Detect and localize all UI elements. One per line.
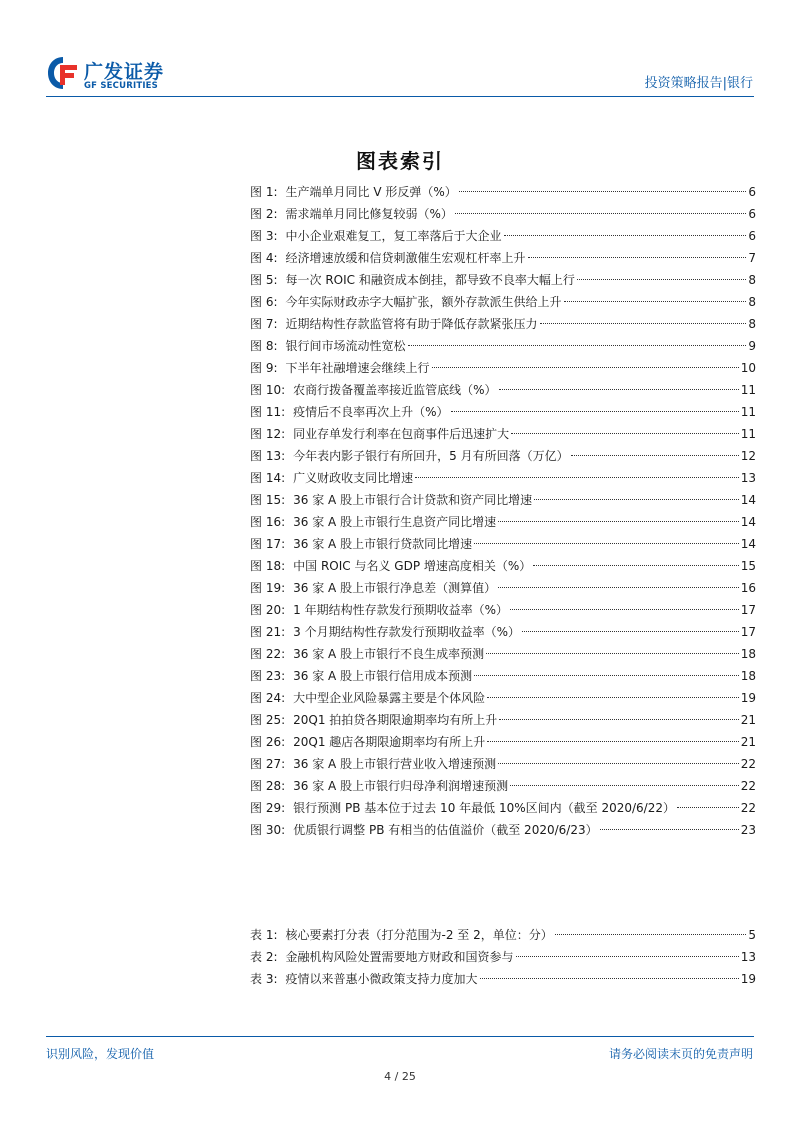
toc-leader-dots	[487, 697, 739, 698]
toc-leader-dots	[677, 807, 739, 808]
toc-entry-label: 图 30:	[250, 823, 286, 837]
toc-leader-dots	[510, 609, 739, 610]
toc-entry-label: 图 24:	[250, 691, 286, 705]
toc-entry-label: 图 2:	[250, 207, 278, 221]
toc-entry-title: 今年实际财政赤字大幅扩张，额外存款派生供给上升	[285, 295, 562, 309]
toc-entry-page: 11	[740, 427, 756, 441]
toc-leader-dots	[504, 235, 747, 236]
toc-entry-page: 8	[748, 295, 756, 309]
toc-entry-title: 36 家 A 股上市银行生息资产同比增速	[293, 515, 497, 529]
toc-entry-label: 图 22:	[250, 647, 286, 661]
toc-entry[interactable]	[250, 797, 756, 819]
toc-entry-title: 核心要素打分表（打分范围为-2 至 2，单位：分）	[285, 928, 553, 942]
toc-leader-dots	[533, 565, 738, 566]
toc-entry[interactable]	[250, 445, 756, 467]
toc-entry-label: 图 20:	[250, 603, 286, 617]
toc-entry-page: 17	[740, 603, 756, 617]
toc-entry-title: 疫情以来普惠小微政策支持力度加大	[285, 972, 478, 986]
page-number: 4 / 25	[384, 1070, 416, 1083]
toc-entry-label: 图 1:	[250, 185, 278, 199]
toc-entry[interactable]	[250, 819, 756, 841]
toc-entry-label: 表 1:	[250, 928, 278, 942]
toc-entry-page: 6	[748, 207, 756, 221]
toc-leader-dots	[540, 323, 747, 324]
toc-entry-title: 36 家 A 股上市银行营业收入增速预测	[293, 757, 497, 771]
toc-leader-dots	[415, 477, 739, 478]
toc-entry[interactable]	[250, 181, 756, 203]
toc-entry-title: 中小企业艰难复工，复工率落后于大企业	[285, 229, 502, 243]
toc-entry-title: 下半年社融增速会继续上行	[285, 361, 430, 375]
toc-entry-page: 13	[740, 471, 756, 485]
toc-entry-title: 需求端单月同比修复较弱（%）	[285, 207, 453, 221]
toc-leader-dots	[577, 279, 747, 280]
toc-entry-label: 图 23:	[250, 669, 286, 683]
report-category: 投资策略报告|银行	[644, 76, 753, 91]
toc-entry-title: 36 家 A 股上市银行归母净利润增速预测	[293, 779, 509, 793]
toc-entry-title: 36 家 A 股上市银行信用成本预测	[293, 669, 473, 683]
toc-entry-page: 9	[748, 339, 756, 353]
toc-entry-page: 15	[740, 559, 756, 573]
toc-leader-dots	[564, 301, 747, 302]
toc-leader-dots	[498, 587, 739, 588]
toc-leader-dots	[432, 367, 739, 368]
table-index-list	[250, 924, 756, 990]
toc-entry-page: 6	[748, 229, 756, 243]
toc-entry-page: 16	[740, 581, 756, 595]
toc-leader-dots	[486, 653, 739, 654]
toc-entry[interactable]	[250, 291, 756, 313]
toc-entry-label: 表 2:	[250, 950, 278, 964]
toc-entry-title: 20Q1 趣店各期限逾期率均有所上升	[293, 735, 486, 749]
toc-leader-dots	[522, 631, 739, 632]
toc-entry-title: 经济增速放缓和信贷刺激催生宏观杠杆率上升	[285, 251, 526, 265]
toc-entry[interactable]	[250, 753, 756, 775]
toc-entry-label: 图 8:	[250, 339, 278, 353]
toc-entry[interactable]	[250, 423, 756, 445]
toc-entry-title: 36 家 A 股上市银行合计贷款和资产同比增速	[293, 493, 533, 507]
toc-entry[interactable]	[250, 533, 756, 555]
toc-entry-page: 14	[740, 515, 756, 529]
toc-entry[interactable]	[250, 924, 756, 946]
toc-entry-title: 36 家 A 股上市银行净息差（测算值）	[293, 581, 497, 595]
figure-index-list	[250, 181, 756, 841]
toc-entry-title: 农商行拨备覆盖率接近监管底线（%）	[293, 383, 497, 397]
toc-leader-dots	[571, 455, 739, 456]
toc-entry[interactable]	[250, 357, 756, 379]
toc-entry-page: 22	[740, 779, 756, 793]
toc-entry-label: 图 15:	[250, 493, 286, 507]
toc-leader-dots	[528, 257, 747, 258]
company-logo	[46, 55, 171, 95]
toc-entry-page: 18	[740, 647, 756, 661]
toc-entry-page: 21	[740, 713, 756, 727]
toc-leader-dots	[499, 389, 739, 390]
toc-entry[interactable]	[250, 489, 756, 511]
toc-entry[interactable]	[250, 467, 756, 489]
toc-entry[interactable]	[250, 775, 756, 797]
toc-entry[interactable]	[250, 225, 756, 247]
toc-entry-label: 表 3:	[250, 972, 278, 986]
toc-leader-dots	[474, 543, 739, 544]
toc-entry-label: 图 19:	[250, 581, 286, 595]
header-divider	[46, 96, 754, 97]
toc-entry-title: 生产端单月同比 V 形反弹（%）	[285, 185, 457, 199]
toc-entry[interactable]	[250, 379, 756, 401]
toc-entry[interactable]	[250, 731, 756, 753]
toc-entry[interactable]	[250, 313, 756, 335]
toc-leader-dots	[455, 213, 746, 214]
toc-entry-label: 图 6:	[250, 295, 278, 309]
toc-leader-dots	[498, 763, 739, 764]
toc-leader-dots	[499, 719, 738, 720]
toc-entry-title: 银行间市场流动性宽松	[285, 339, 406, 353]
toc-entry-label: 图 14:	[250, 471, 286, 485]
toc-entry-label: 图 4:	[250, 251, 278, 265]
footer-slogan: 识别风险，发现价值	[46, 1047, 155, 1061]
logo-text-en: GF SECURITIES	[84, 81, 159, 91]
toc-entry-title: 20Q1 拍拍贷各期限逾期率均有所上升	[293, 713, 498, 727]
toc-leader-dots	[459, 191, 747, 192]
toc-leader-dots	[480, 978, 739, 979]
toc-entry-page: 11	[740, 405, 756, 419]
toc-entry-label: 图 13:	[250, 449, 286, 463]
toc-entry-page: 12	[740, 449, 756, 463]
toc-entry[interactable]	[250, 577, 756, 599]
toc-entry[interactable]	[250, 401, 756, 423]
toc-entry[interactable]	[250, 247, 756, 269]
toc-leader-dots	[487, 741, 738, 742]
toc-entry-title: 疫情后不良率再次上升（%）	[293, 405, 449, 419]
toc-entry-title: 3 个月期结构性存款发行预期收益率（%）	[293, 625, 520, 639]
gf-logo-icon	[46, 55, 80, 91]
toc-entry-label: 图 10:	[250, 383, 286, 397]
toc-leader-dots	[498, 521, 739, 522]
toc-entry[interactable]	[250, 269, 756, 291]
toc-leader-dots	[474, 675, 739, 676]
toc-entry-label: 图 5:	[250, 273, 278, 287]
toc-entry-title: 大中型企业风险暴露主要是个体风险	[293, 691, 486, 705]
toc-entry-label: 图 18:	[250, 559, 286, 573]
toc-entry-label: 图 9:	[250, 361, 278, 375]
toc-entry-label: 图 17:	[250, 537, 286, 551]
toc-entry-page: 23	[740, 823, 756, 837]
toc-leader-dots	[451, 411, 739, 412]
toc-entry-title: 1 年期结构性存款发行预期收益率（%）	[293, 603, 508, 617]
toc-entry[interactable]	[250, 687, 756, 709]
toc-entry-page: 21	[740, 735, 756, 749]
toc-entry-label: 图 27:	[250, 757, 286, 771]
toc-entry-page: 22	[740, 757, 756, 771]
toc-entry[interactable]	[250, 709, 756, 731]
toc-entry-title: 广义财政收支同比增速	[293, 471, 414, 485]
toc-entry[interactable]	[250, 599, 756, 621]
toc-entry[interactable]	[250, 665, 756, 687]
logo-text-cn: 广发证券	[84, 61, 165, 83]
toc-entry-label: 图 12:	[250, 427, 286, 441]
toc-entry-page: 13	[740, 950, 756, 964]
toc-entry-title: 中国 ROIC 与名义 GDP 增速高度相关（%）	[293, 559, 532, 573]
toc-entry[interactable]	[250, 621, 756, 643]
toc-entry[interactable]	[250, 643, 756, 665]
toc-entry[interactable]	[250, 203, 756, 225]
toc-leader-dots	[516, 956, 739, 957]
toc-entry[interactable]	[250, 555, 756, 577]
toc-leader-dots	[555, 934, 747, 935]
toc-leader-dots	[534, 499, 739, 500]
toc-entry-page: 19	[740, 691, 756, 705]
toc-entry-page: 11	[740, 383, 756, 397]
toc-entry-page: 18	[740, 669, 756, 683]
toc-entry[interactable]	[250, 946, 756, 968]
toc-entry-title: 今年表内影子银行有所回升，5 月有所回落（万亿）	[293, 449, 569, 463]
toc-entry-label: 图 7:	[250, 317, 278, 331]
toc-entry-label: 图 28:	[250, 779, 286, 793]
toc-entry-title: 银行预测 PB 基本位于过去 10 年最低 10%区间内（截至 2020/6/22）	[293, 801, 675, 815]
toc-entry-page: 19	[740, 972, 756, 986]
toc-entry[interactable]	[250, 335, 756, 357]
toc-entry-page: 5	[748, 928, 756, 942]
toc-leader-dots	[510, 785, 739, 786]
toc-entry-title: 同业存单发行利率在包商事件后迅速扩大	[293, 427, 510, 441]
toc-entry-page: 17	[740, 625, 756, 639]
toc-entry-title: 每一次 ROIC 和融资成本倒挂，都导致不良率大幅上行	[285, 273, 575, 287]
toc-entry-label: 图 29:	[250, 801, 286, 815]
toc-entry[interactable]	[250, 511, 756, 533]
toc-entry-title: 36 家 A 股上市银行贷款同比增速	[293, 537, 473, 551]
toc-entry-label: 图 21:	[250, 625, 286, 639]
toc-entry-label: 图 16:	[250, 515, 286, 529]
footer-divider	[46, 1036, 754, 1037]
toc-entry-page: 7	[748, 251, 756, 265]
toc-entry-page: 14	[740, 537, 756, 551]
toc-entry-title: 36 家 A 股上市银行不良生成率预测	[293, 647, 485, 661]
toc-entry-label: 图 3:	[250, 229, 278, 243]
toc-entry-title: 优质银行调整 PB 有相当的估值溢价（截至 2020/6/23）	[293, 823, 598, 837]
toc-leader-dots	[600, 829, 739, 830]
toc-entry-label: 图 25:	[250, 713, 286, 727]
page-title: 图表索引	[356, 149, 444, 173]
footer-disclaimer-note: 请务必阅读末页的免责声明	[608, 1047, 753, 1061]
toc-entry-title: 近期结构性存款监管将有助于降低存款紧张压力	[285, 317, 538, 331]
toc-entry-page: 10	[740, 361, 756, 375]
toc-entry-page: 6	[748, 185, 756, 199]
toc-entry-page: 8	[748, 273, 756, 287]
toc-entry-label: 图 26:	[250, 735, 286, 749]
toc-entry-label: 图 11:	[250, 405, 286, 419]
toc-entry-page: 8	[748, 317, 756, 331]
toc-entry-title: 金融机构风险处置需要地方财政和国资参与	[285, 950, 514, 964]
toc-leader-dots	[408, 345, 747, 346]
toc-entry[interactable]	[250, 968, 756, 990]
toc-entry-page: 14	[740, 493, 756, 507]
toc-entry-page: 22	[740, 801, 756, 815]
toc-leader-dots	[511, 433, 739, 434]
